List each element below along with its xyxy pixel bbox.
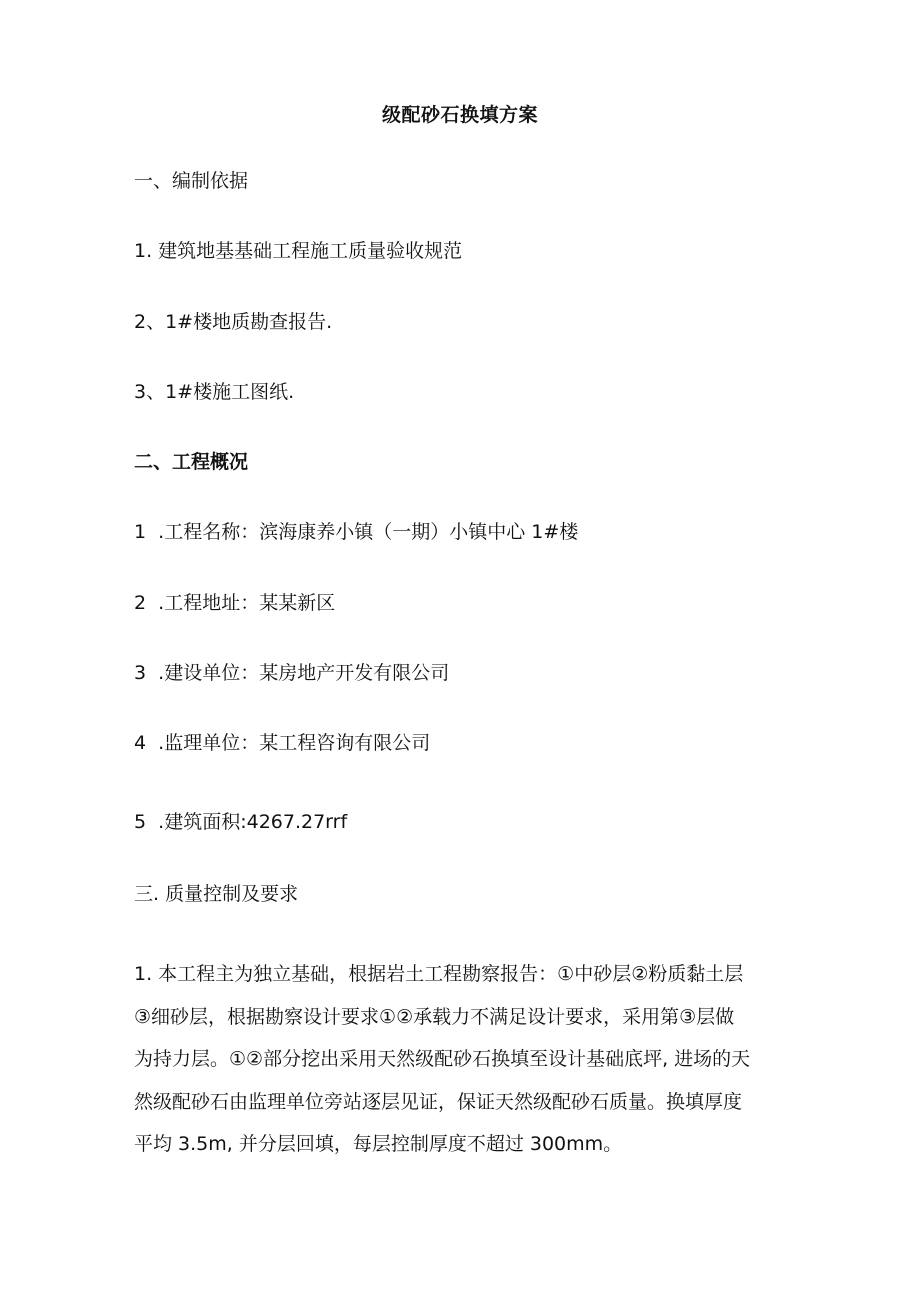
basis-item-3: 3、1#楼施工图纸. — [134, 381, 295, 403]
overview-item-4: 4 .监理单位：某工程咨询有限公司 — [134, 732, 431, 754]
basis-item-2: 2、1#楼地质勘查报告. — [134, 311, 333, 333]
quality-paragraph-line: 为持力层。①②部分挖出采用天然级配砂石换填至设计基础底坪, 进场的天 — [134, 1048, 751, 1070]
overview-item-2: 2 .工程地址：某某新区 — [134, 592, 336, 614]
basis-item-1: 1. 建筑地基基础工程施工质量验收规范 — [134, 240, 463, 262]
quality-paragraph-line: 然级配砂石由监理单位旁站逐层见证，保证天然级配砂石质量。换填厚度 — [134, 1090, 743, 1113]
quality-paragraph — [134, 953, 794, 1166]
section-heading-quality: 三. 质量控制及要求 — [134, 883, 299, 905]
section-heading-basis: 一、编制依据 — [134, 170, 249, 192]
quality-paragraph-line: ③细砂层，根据勘察设计要求①②承载力不满足设计要求，采用第③层做 — [134, 1005, 735, 1028]
overview-item-5: 5 .建筑面积:4267.27rrf — [134, 811, 348, 833]
overview-item-1: 1 .工程名称：滨海康养小镇（一期）小镇中心 1#楼 — [134, 521, 579, 543]
quality-paragraph-line: 1. 本工程主为独立基础，根据岩土工程勘察报告：①中砂层②粉质黏土层 — [134, 963, 744, 985]
quality-paragraph-line: 平均 3.5m, 并分层回填，每层控制厚度不超过 300mm。 — [134, 1133, 623, 1155]
overview-item-3: 3 .建设单位：某房地产开发有限公司 — [134, 662, 450, 684]
document-title: 级配砂石换填方案 — [381, 104, 538, 126]
section-heading-overview: 二、工程概况 — [134, 451, 249, 473]
